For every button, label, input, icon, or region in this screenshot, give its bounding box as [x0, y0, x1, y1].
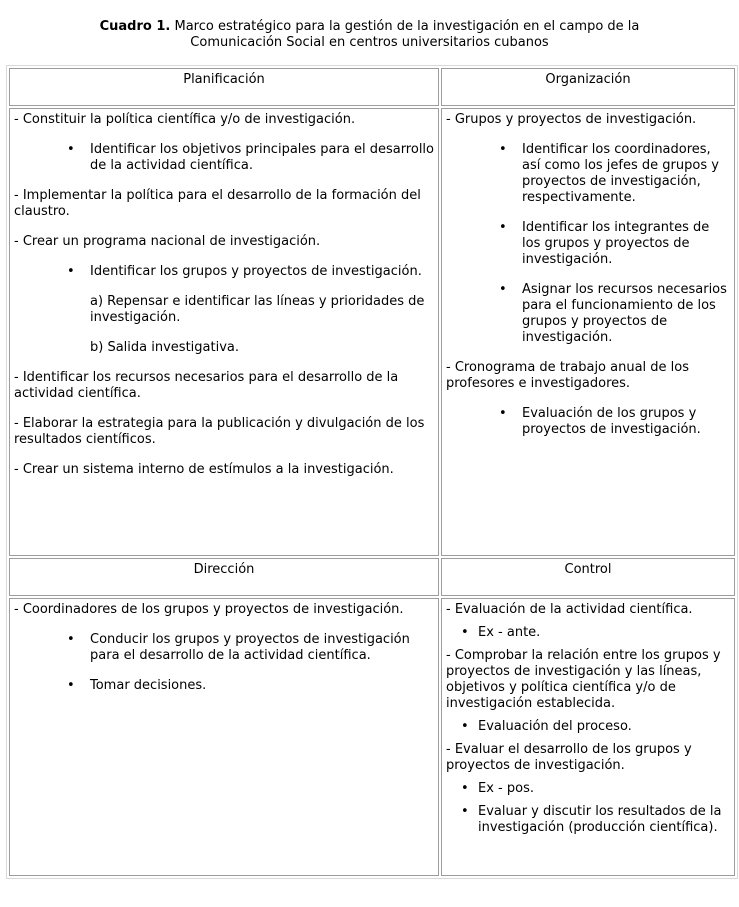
header-cell-direccion [9, 558, 439, 596]
header-row-top [9, 68, 735, 106]
bullet-item: • Identificar los coordinadores, así como los jefes de grupos y proyectos de investigación, respectivamente. [446, 142, 730, 206]
header-cell-planificacion [9, 68, 439, 106]
item-paragraph: - Comprobar la relación entre los grupos y proyectos de investigación y las líneas, objetivos y política científica y/o de investigación establecida. [446, 648, 721, 711]
strategic-framework-table [6, 65, 738, 879]
bullet-item: • Identificar los grupos y proyectos de investigación. [14, 264, 434, 280]
item-paragraph: - Elaborar la estrategia para la publicación y divulgación de los resultados científicos. [14, 416, 425, 447]
item-paragraph: - Evaluar el desarrollo de los grupos y proyectos de investigación. [446, 742, 692, 773]
header-cell-control [441, 558, 735, 596]
bullet-item: • Asignar los recursos necesarios para el funcionamiento de los grupos y proyectos de investigación. [446, 282, 730, 346]
item-paragraph: - Constituir la política científica y/o de investigación. [14, 112, 356, 127]
bullet-item: • Ex - pos. [446, 781, 730, 797]
header-label-organizacion: Organización [545, 72, 631, 87]
item-paragraph: - Identificar los recursos necesarios para el desarrollo de la actividad científica. [14, 370, 399, 401]
cell-planificacion [9, 108, 439, 556]
bullet-item: • Conducir los grupos y proyectos de investigación para el desarrollo de la actividad científica. [14, 632, 434, 664]
content-row-bottom [9, 598, 735, 876]
bullet-item: • Identificar los objetivos principales para el desarrollo de la actividad científica. [14, 142, 434, 174]
header-label-direccion: Dirección [193, 562, 255, 577]
item-paragraph: - Coordinadores de los grupos y proyectos de investigación. [14, 602, 404, 617]
caption-label: Cuadro 1. [99, 19, 171, 34]
header-label-planificacion: Planificación [183, 72, 265, 87]
header-label-control: Control [564, 562, 612, 577]
item-paragraph: - Implementar la política para el desarrollo de la formación del claustro. [14, 188, 421, 219]
content-row-top [9, 108, 735, 556]
cell-organizacion [441, 108, 735, 556]
bullet-item: • Evaluación del proceso. [446, 719, 730, 735]
sub-item: a) Repensar e identificar las líneas y prioridades de investigación. [90, 294, 425, 325]
item-paragraph: - Crear un programa nacional de investigación. [14, 234, 321, 249]
item-paragraph: - Cronograma de trabajo anual de los profesores e investigadores. [446, 360, 690, 391]
item-paragraph: - Evaluación de la actividad científica. [446, 602, 693, 617]
bullet-item: • Evaluación de los grupos y proyectos de investigación. [446, 406, 730, 438]
bullet-item: • Tomar decisiones. [14, 678, 434, 694]
header-row-bottom [9, 558, 735, 596]
bullet-item: • Ex - ante. [446, 625, 730, 641]
table-caption [77, 19, 663, 51]
header-cell-organizacion [441, 68, 735, 106]
item-paragraph: - Grupos y proyectos de investigación. [446, 112, 697, 127]
sub-item: b) Salida investigativa. [90, 340, 239, 355]
item-paragraph: - Crear un sistema interno de estímulos a la investigación. [14, 462, 394, 477]
cell-direccion [9, 598, 439, 876]
caption-text: Marco estratégico para la gestión de la investigación en el campo de la Comunicación Social en centros universitarios cubanos [174, 19, 640, 50]
bullet-item: • Identificar los integrantes de los grupos y proyectos de investigación. [446, 220, 730, 268]
bullet-item: • Evaluar y discutir los resultados de la investigación (producción científica). [446, 804, 730, 836]
cell-control [441, 598, 735, 876]
